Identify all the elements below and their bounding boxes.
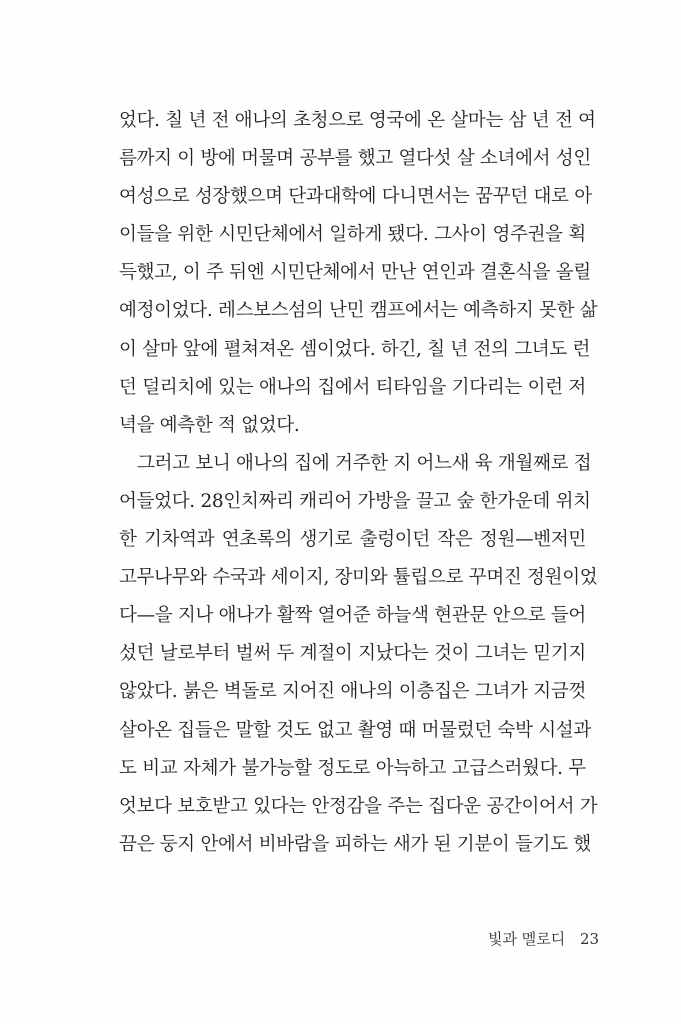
text-line: 이들을 위한 시민단체에서 일하게 됐다. 그사이 영주권을 획	[119, 224, 586, 246]
text-line: 던 덜리치에 있는 애나의 집에서 티타임을 기다리는 이런 저	[119, 376, 586, 398]
text-line: 득했고, 이 주 뒤엔 시민단체에서 만난 연인과 결혼식을 올릴	[119, 262, 591, 284]
text-line: 여성으로 성장했으며 단과대학에 다니면서는 꿈꾸던 대로 아	[119, 186, 592, 208]
page-number: 23	[580, 930, 600, 948]
text-line: 한 기차역과 연초록의 생기로 출렁이던 작은 정원—벤저민	[119, 529, 586, 551]
text-line: 살아온 집들은 말할 것도 없고 촬영 때 머물렀던 숙박 시설과	[119, 719, 591, 741]
text-line: 녁을 예측한 적 없었다.	[119, 414, 300, 436]
text-line: 그러고 보니 애나의 집에 거주한 지 어느새 육 개월째로 접	[137, 452, 592, 474]
text-line: 섰던 날로부터 벌써 두 계절이 지났다는 것이 그녀는 믿기지	[119, 643, 586, 665]
body-text	[119, 102, 598, 864]
page-footer	[488, 928, 598, 949]
running-title: 빛과 멜로디	[488, 930, 566, 948]
text-line: 예정이었다. 레스보스섬의 난민 캠프에서는 예측하지 못한 삶	[119, 300, 598, 322]
text-line: 도 비교 자체가 불가능할 정도로 아늑하고 고급스러웠다. 무	[119, 757, 586, 779]
text-line: 끔은 둥지 안에서 비바람을 피하는 새가 된 기분이 들기도 했	[119, 833, 591, 855]
text-line: 않았다. 붉은 벽돌로 지어진 애나의 이층집은 그녀가 지금껏	[119, 681, 586, 703]
text-line: 었다. 칠 년 전 애나의 초청으로 영국에 온 살마는 삼 년 전 여	[119, 110, 596, 131]
text-line: 엇보다 보호받고 있다는 안정감을 주는 집다운 공간이어서 가	[119, 795, 598, 817]
text-line: 름까지 이 방에 머물며 공부를 했고 열다섯 살 소녀에서 성인	[119, 148, 591, 170]
text-line: 이 살마 앞에 펼쳐져온 셈이었다. 하긴, 칠 년 전의 그녀도 런	[119, 338, 591, 360]
text-line: 다—을 지나 애나가 활짝 열어준 하늘색 현관문 안으로 들어	[119, 605, 586, 627]
text-line: 고무나무와 수국과 세이지, 장미와 튤립으로 꾸며진 정원이었	[119, 567, 598, 589]
text-line: 어들었다. 28인치짜리 캐리어 가방을 끌고 숲 한가운데 위치	[119, 490, 591, 512]
